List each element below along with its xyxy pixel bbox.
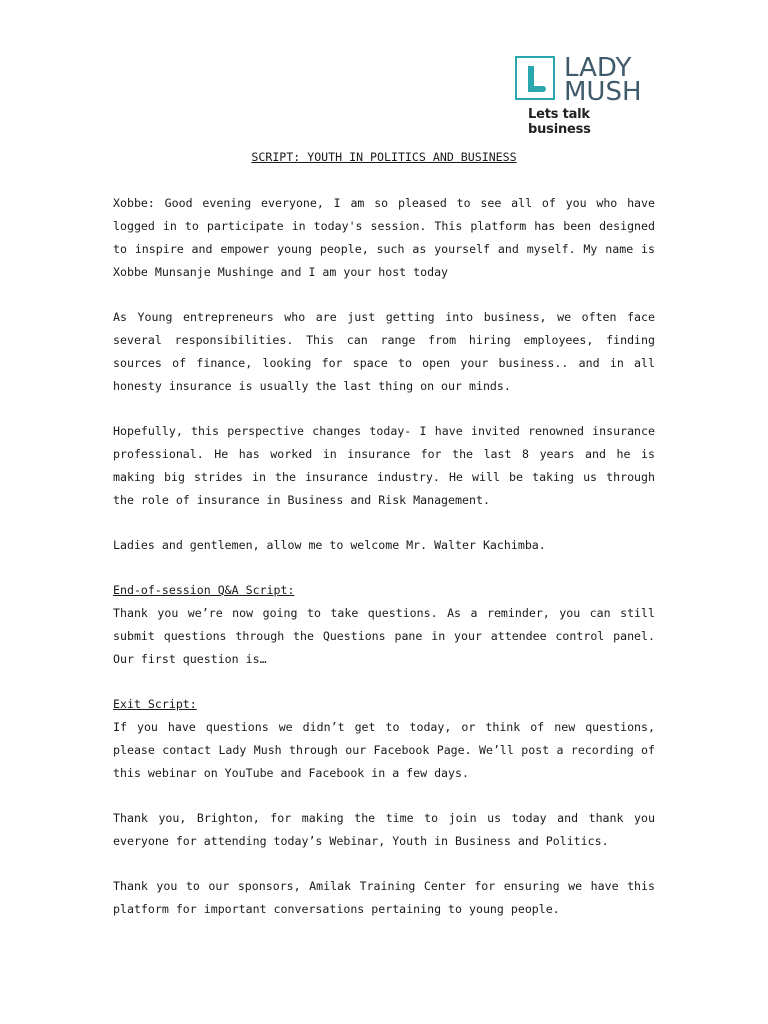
logo-word-line2: MUSH bbox=[564, 77, 642, 107]
intro-paragraph: Xobbe: Good evening everyone, I am so pleased to see all of you who have logged in to participate in today's session. This platform has been designed to inspire and empower young people, such as yourself and myself. My name is Xobbe Munsanje Mushinge and I am your host today bbox=[113, 196, 655, 279]
logo-word-line1: LADY bbox=[564, 53, 632, 83]
entrepreneurs-paragraph: As Young entrepreneurs who are just getting into business, we often face several responsibilities. This can range from hiring employees, finding sources of finance, looking for space to open your business.. and in all honesty insurance is usually the last thing on our minds. bbox=[113, 310, 655, 393]
qa-paragraph: Thank you we’re now going to take questions. As a reminder, you can still submit questions through the Questions pane in your attendee control panel. Our first question is… bbox=[113, 606, 655, 666]
logo-tagline: Lets talk business bbox=[528, 107, 591, 137]
exit-heading: Exit Script: bbox=[113, 697, 197, 711]
script-document bbox=[113, 146, 655, 921]
qa-heading: End-of-session Q&A Script: bbox=[113, 583, 295, 597]
exit-paragraph-sponsors: Thank you to our sponsors, Amilak Training Center for ensuring we have this platform for important conversations pertaining to young people. bbox=[113, 879, 655, 916]
perspective-paragraph: Hopefully, this perspective changes today- I have invited renowned insurance professional. He has worked in insurance for the last 8 years and he is making big strides in the insurance industry. He will be taking us through the role of insurance in Business and Risk Management. bbox=[113, 424, 655, 507]
logo-mark-icon bbox=[515, 56, 555, 100]
lady-mush-logo bbox=[506, 48, 652, 137]
exit-paragraph-contact: If you have questions we didn’t get to today, or think of new questions, please contact Lady Mush through our Facebook Page. We’ll post a recording of this webinar on YouTube and Facebook in a few days. bbox=[113, 720, 655, 780]
exit-paragraph-thanks: Thank you, Brighton, for making the time to join us today and thank you everyone for attending today’s Webinar, Youth in Business and Politics. bbox=[113, 811, 655, 848]
welcome-paragraph: Ladies and gentlemen, allow me to welcome Mr. Walter Kachimba. bbox=[113, 538, 546, 552]
document-title: SCRIPT: YOUTH IN POLITICS AND BUSINESS bbox=[251, 150, 517, 164]
